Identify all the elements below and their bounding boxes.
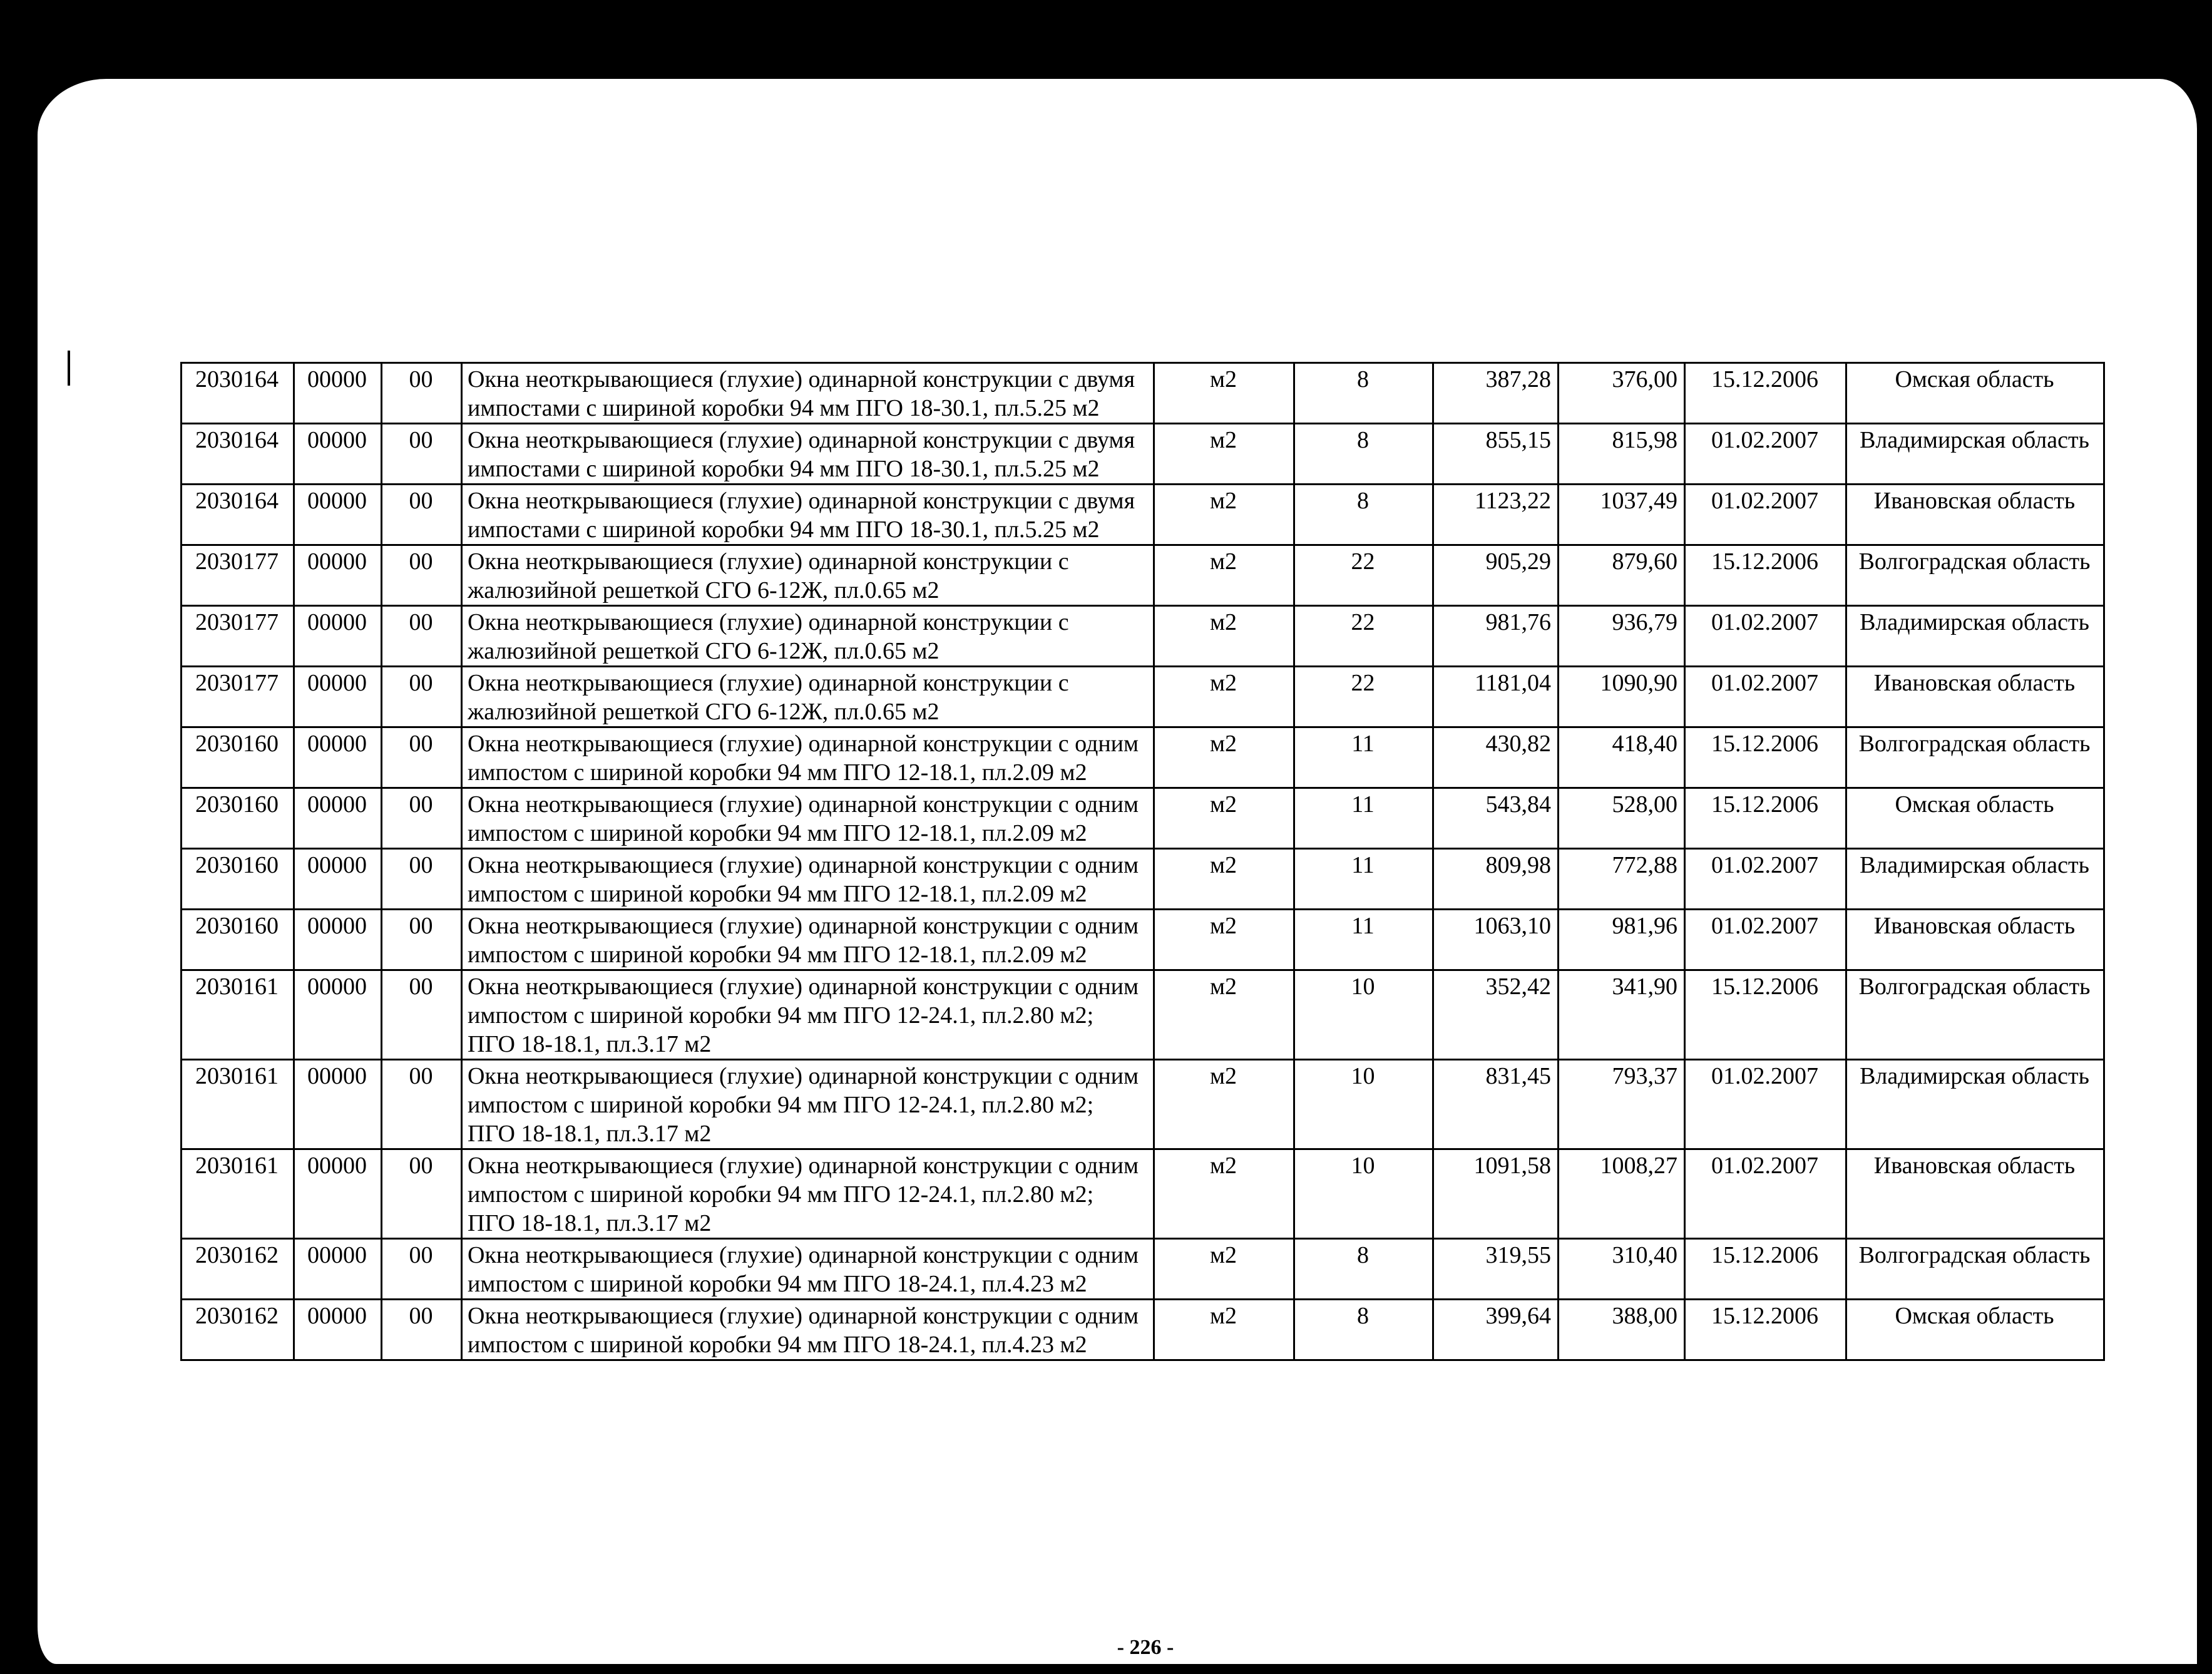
name-cell: Окна неоткрывающиеся (глухие) одинарной конструкции с одним импостом с шириной коробки 94 мм ПГО 12-24.1, пл.2.80 м2; ПГО 18-18.1, пл.3.17 м2 [462, 1149, 1154, 1239]
unit-cell: м2 [1154, 424, 1294, 485]
quantity-cell: 8 [1294, 424, 1433, 485]
unit-cell: м2 [1154, 970, 1294, 1060]
code-cell: 2030161 [182, 1149, 294, 1239]
unit-cell: м2 [1154, 485, 1294, 545]
table-body [182, 363, 2104, 1360]
table-row [182, 545, 2104, 606]
subcode-cell: 00000 [294, 363, 382, 424]
quantity-cell: 10 [1294, 970, 1433, 1060]
region-cell: Ивановская область [1846, 485, 2104, 545]
code-cell: 2030164 [182, 485, 294, 545]
name-cell: Окна неоткрывающиеся (глухие) одинарной конструкции с жалюзийной решеткой СГО 6-12Ж, пл.0.65 м2 [462, 545, 1154, 606]
unit-cell: м2 [1154, 363, 1294, 424]
quantity-cell: 10 [1294, 1149, 1433, 1239]
subcode-cell: 00000 [294, 1149, 382, 1239]
index-cell: 00 [382, 424, 462, 485]
page-number: - 226 - [1117, 1636, 1174, 1659]
subcode-cell: 00000 [294, 1239, 382, 1300]
index-cell: 00 [382, 970, 462, 1060]
table-row [182, 788, 2104, 849]
code-cell: 2030160 [182, 910, 294, 970]
index-cell: 00 [382, 910, 462, 970]
code-cell: 2030160 [182, 727, 294, 788]
date-cell: 01.02.2007 [1685, 485, 1846, 545]
quantity-cell: 22 [1294, 667, 1433, 727]
quantity-cell: 11 [1294, 727, 1433, 788]
index-cell: 00 [382, 849, 462, 910]
unit-cell: м2 [1154, 667, 1294, 727]
region-cell: Владимирская область [1846, 1060, 2104, 1149]
quantity-cell: 8 [1294, 1239, 1433, 1300]
date-cell: 15.12.2006 [1685, 1239, 1846, 1300]
table-row [182, 910, 2104, 970]
price-cell: 1008,27 [1559, 1149, 1685, 1239]
price-cell: 1123,22 [1433, 485, 1559, 545]
quantity-cell: 22 [1294, 606, 1433, 667]
subcode-cell: 00000 [294, 970, 382, 1060]
unit-cell: м2 [1154, 727, 1294, 788]
date-cell: 15.12.2006 [1685, 788, 1846, 849]
unit-cell: м2 [1154, 1149, 1294, 1239]
price-cell: 815,98 [1559, 424, 1685, 485]
price-cell: 399,64 [1433, 1300, 1559, 1360]
index-cell: 00 [382, 727, 462, 788]
subcode-cell: 00000 [294, 910, 382, 970]
date-cell: 01.02.2007 [1685, 910, 1846, 970]
name-cell: Окна неоткрывающиеся (глухие) одинарной конструкции с одним импостом с шириной коробки 94 мм ПГО 12-24.1, пл.2.80 м2; ПГО 18-18.1, пл.3.17 м2 [462, 1060, 1154, 1149]
date-cell: 01.02.2007 [1685, 606, 1846, 667]
table-row [182, 1149, 2104, 1239]
unit-cell: м2 [1154, 1239, 1294, 1300]
quantity-cell: 11 [1294, 788, 1433, 849]
index-cell: 00 [382, 1239, 462, 1300]
name-cell: Окна неоткрывающиеся (глухие) одинарной конструкции с одним импостом с шириной коробки 94 мм ПГО 12-24.1, пл.2.80 м2; ПГО 18-18.1, пл.3.17 м2 [462, 970, 1154, 1060]
name-cell: Окна неоткрывающиеся (глухие) одинарной конструкции с одним импостом с шириной коробки 94 мм ПГО 12-18.1, пл.2.09 м2 [462, 910, 1154, 970]
subcode-cell: 00000 [294, 849, 382, 910]
date-cell: 01.02.2007 [1685, 667, 1846, 727]
table-row [182, 1300, 2104, 1360]
date-cell: 01.02.2007 [1685, 1149, 1846, 1239]
region-cell: Владимирская область [1846, 606, 2104, 667]
price-cell: 905,29 [1433, 545, 1559, 606]
quantity-cell: 11 [1294, 910, 1433, 970]
region-cell: Владимирская область [1846, 424, 2104, 485]
price-cell: 543,84 [1433, 788, 1559, 849]
region-cell: Омская область [1846, 788, 2104, 849]
date-cell: 01.02.2007 [1685, 849, 1846, 910]
index-cell: 00 [382, 667, 462, 727]
name-cell: Окна неоткрывающиеся (глухие) одинарной конструкции с одним импостом с шириной коробки 94 мм ПГО 12-18.1, пл.2.09 м2 [462, 849, 1154, 910]
price-cell: 310,40 [1559, 1239, 1685, 1300]
index-cell: 00 [382, 1060, 462, 1149]
price-cell: 772,88 [1559, 849, 1685, 910]
name-cell: Окна неоткрывающиеся (глухие) одинарной конструкции с жалюзийной решеткой СГО 6-12Ж, пл.0.65 м2 [462, 606, 1154, 667]
subcode-cell: 00000 [294, 1060, 382, 1149]
table-row [182, 667, 2104, 727]
table-row [182, 363, 2104, 424]
region-cell: Волгоградская область [1846, 970, 2104, 1060]
code-cell: 2030161 [182, 970, 294, 1060]
name-cell: Окна неоткрывающиеся (глухие) одинарной конструкции с одним импостом с шириной коробки 94 мм ПГО 12-18.1, пл.2.09 м2 [462, 727, 1154, 788]
index-cell: 00 [382, 545, 462, 606]
price-cell: 793,37 [1559, 1060, 1685, 1149]
price-cell: 879,60 [1559, 545, 1685, 606]
code-cell: 2030161 [182, 1060, 294, 1149]
unit-cell: м2 [1154, 910, 1294, 970]
code-cell: 2030164 [182, 363, 294, 424]
price-table [180, 362, 2105, 1361]
price-cell: 376,00 [1559, 363, 1685, 424]
subcode-cell: 00000 [294, 788, 382, 849]
price-cell: 1091,58 [1433, 1149, 1559, 1239]
quantity-cell: 8 [1294, 1300, 1433, 1360]
region-cell: Омская область [1846, 363, 2104, 424]
date-cell: 15.12.2006 [1685, 363, 1846, 424]
price-cell: 981,96 [1559, 910, 1685, 970]
name-cell: Окна неоткрывающиеся (глухие) одинарной конструкции с одним импостом с шириной коробки 94 мм ПГО 18-24.1, пл.4.23 м2 [462, 1300, 1154, 1360]
name-cell: Окна неоткрывающиеся (глухие) одинарной конструкции с одним импостом с шириной коробки 94 мм ПГО 12-18.1, пл.2.09 м2 [462, 788, 1154, 849]
unit-cell: м2 [1154, 788, 1294, 849]
name-cell: Окна неоткрывающиеся (глухие) одинарной конструкции с двумя импостами с шириной коробки 94 мм ПГО 18-30.1, пл.5.25 м2 [462, 363, 1154, 424]
index-cell: 00 [382, 1149, 462, 1239]
region-cell: Ивановская область [1846, 910, 2104, 970]
date-cell: 15.12.2006 [1685, 970, 1846, 1060]
index-cell: 00 [382, 485, 462, 545]
price-cell: 1090,90 [1559, 667, 1685, 727]
table-row [182, 1060, 2104, 1149]
quantity-cell: 22 [1294, 545, 1433, 606]
price-cell: 1063,10 [1433, 910, 1559, 970]
subcode-cell: 00000 [294, 545, 382, 606]
price-cell: 352,42 [1433, 970, 1559, 1060]
price-cell: 387,28 [1433, 363, 1559, 424]
region-cell: Омская область [1846, 1300, 2104, 1360]
quantity-cell: 11 [1294, 849, 1433, 910]
region-cell: Волгоградская область [1846, 1239, 2104, 1300]
price-cell: 831,45 [1433, 1060, 1559, 1149]
subcode-cell: 00000 [294, 606, 382, 667]
subcode-cell: 00000 [294, 485, 382, 545]
quantity-cell: 8 [1294, 363, 1433, 424]
subcode-cell: 00000 [294, 727, 382, 788]
date-cell: 15.12.2006 [1685, 545, 1846, 606]
code-cell: 2030177 [182, 667, 294, 727]
quantity-cell: 8 [1294, 485, 1433, 545]
code-cell: 2030177 [182, 606, 294, 667]
subcode-cell: 00000 [294, 424, 382, 485]
unit-cell: м2 [1154, 1300, 1294, 1360]
table-row [182, 1239, 2104, 1300]
index-cell: 00 [382, 606, 462, 667]
region-cell: Владимирская область [1846, 849, 2104, 910]
date-cell: 01.02.2007 [1685, 1060, 1846, 1149]
index-cell: 00 [382, 1300, 462, 1360]
unit-cell: м2 [1154, 849, 1294, 910]
name-cell: Окна неоткрывающиеся (глухие) одинарной конструкции с двумя импостами с шириной коробки 94 мм ПГО 18-30.1, пл.5.25 м2 [462, 424, 1154, 485]
code-cell: 2030162 [182, 1239, 294, 1300]
code-cell: 2030160 [182, 849, 294, 910]
date-cell: 15.12.2006 [1685, 1300, 1846, 1360]
region-cell: Ивановская область [1846, 1149, 2104, 1239]
code-cell: 2030160 [182, 788, 294, 849]
code-cell: 2030162 [182, 1300, 294, 1360]
price-cell: 388,00 [1559, 1300, 1685, 1360]
name-cell: Окна неоткрывающиеся (глухие) одинарной конструкции с двумя импостами с шириной коробки 94 мм ПГО 18-30.1, пл.5.25 м2 [462, 485, 1154, 545]
date-cell: 15.12.2006 [1685, 727, 1846, 788]
index-cell: 00 [382, 788, 462, 849]
subcode-cell: 00000 [294, 1300, 382, 1360]
price-cell: 528,00 [1559, 788, 1685, 849]
price-cell: 1037,49 [1559, 485, 1685, 545]
subcode-cell: 00000 [294, 667, 382, 727]
price-cell: 430,82 [1433, 727, 1559, 788]
table-row [182, 849, 2104, 910]
price-cell: 1181,04 [1433, 667, 1559, 727]
price-cell: 319,55 [1433, 1239, 1559, 1300]
name-cell: Окна неоткрывающиеся (глухие) одинарной конструкции с жалюзийной решеткой СГО 6-12Ж, пл.0.65 м2 [462, 667, 1154, 727]
price-cell: 418,40 [1559, 727, 1685, 788]
region-cell: Волгоградская область [1846, 727, 2104, 788]
table-row [182, 727, 2104, 788]
price-cell: 936,79 [1559, 606, 1685, 667]
price-cell: 341,90 [1559, 970, 1685, 1060]
table-row [182, 970, 2104, 1060]
region-cell: Ивановская область [1846, 667, 2104, 727]
unit-cell: м2 [1154, 606, 1294, 667]
price-cell: 809,98 [1433, 849, 1559, 910]
unit-cell: м2 [1154, 545, 1294, 606]
code-cell: 2030177 [182, 545, 294, 606]
region-cell: Волгоградская область [1846, 545, 2104, 606]
price-cell: 981,76 [1433, 606, 1559, 667]
quantity-cell: 10 [1294, 1060, 1433, 1149]
table-row [182, 485, 2104, 545]
date-cell: 01.02.2007 [1685, 424, 1846, 485]
table-row [182, 606, 2104, 667]
table-row [182, 424, 2104, 485]
index-cell: 00 [382, 363, 462, 424]
price-cell: 855,15 [1433, 424, 1559, 485]
name-cell: Окна неоткрывающиеся (глухие) одинарной конструкции с одним импостом с шириной коробки 94 мм ПГО 18-24.1, пл.4.23 м2 [462, 1239, 1154, 1300]
code-cell: 2030164 [182, 424, 294, 485]
margin-mark [68, 351, 70, 386]
unit-cell: м2 [1154, 1060, 1294, 1149]
